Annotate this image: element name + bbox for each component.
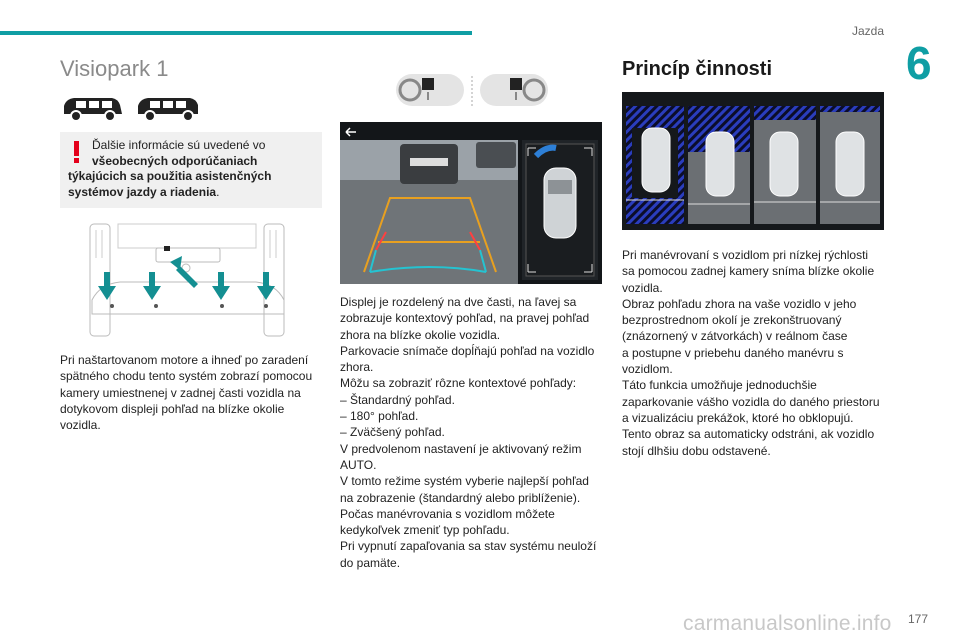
text-line: Pri manévrovaní s vozidlom pri nízkej rýchlosti	[622, 248, 869, 262]
text-line: Parkovacie snímače dopĺňajú pohľad na vozidlo	[340, 343, 595, 358]
text-line: vozidla.	[622, 280, 663, 295]
text-line: Pri vypnutí zapaľovania sa stav systému neuloží	[340, 539, 597, 554]
display-description	[340, 294, 602, 571]
text-line: stojí dlhšiu dobu odstavené.	[622, 443, 771, 458]
intro-paragraph: Pri naštartovanom motore a ihneď po zaradení spätného chodu tento systém zobrazí pomocou kamery umiestnenej v zadnej časti vozidla na dotykovom displeji pohľad na blízke okolie vozidla.	[60, 353, 313, 433]
text-line: sa pomocou zadnej kamery sníma blízke okolie	[622, 264, 875, 279]
van-long-icon	[136, 96, 200, 122]
section-title: Jazda	[851, 24, 884, 38]
note-line: všeobecných odporúčaniach	[92, 153, 258, 168]
note-period: .	[216, 184, 220, 199]
note-line: Ďalšie informácie sú uvedené vo	[92, 138, 266, 152]
text-line: zaparkovanie vášho vozidla do daného priestoru	[622, 394, 880, 409]
note-link-text: systémov jazdy a riadenia	[68, 184, 217, 199]
steering-wheel-icons	[340, 72, 602, 108]
list-item: – Štandardný pohľad.	[340, 392, 455, 407]
top-view-sequence	[622, 92, 884, 230]
text-line: Displej je rozdelený na dve časti, na ľavej sa	[340, 295, 577, 309]
text-line: AUTO.	[340, 457, 377, 472]
text-line: zobrazuje kontextový pohľad, na pravej pohľad	[340, 311, 590, 326]
text-line: zhora.	[340, 360, 374, 375]
text-line: a postupne v priebehu daného manévru s	[622, 345, 844, 360]
van-icon	[60, 96, 124, 122]
list-item: – Zväčšený pohľad.	[340, 425, 445, 440]
list-item: – 180° pohľad.	[340, 409, 419, 424]
rear-camera-illustration	[60, 220, 322, 340]
note-line: týkajúcich sa použitia asistenčných	[68, 169, 272, 183]
text-line: Môžu sa zobraziť rôzne kontextové pohľady:	[340, 376, 577, 391]
principle-description	[622, 247, 884, 459]
camera-display	[340, 122, 602, 284]
text-line: Táto funkcia umožňuje jednoduchšie	[622, 378, 817, 393]
page-title: Visiopark 1	[60, 56, 169, 81]
text-line: Obraz pohľadu zhora na vaše vozidlo v jeho	[622, 296, 857, 311]
vehicle-variants	[60, 96, 322, 122]
text-line: na zobrazenie (štandardný alebo priblíženie).	[340, 490, 581, 505]
column-right	[622, 56, 884, 459]
column-middle	[340, 72, 602, 571]
warning-note	[60, 132, 322, 208]
text-line: Počas manévrovania s vozidlom môžete	[340, 506, 555, 521]
warning-icon	[74, 141, 79, 163]
watermark: carmanualsonline.info	[683, 612, 892, 635]
text-line: do pamäte.	[340, 555, 401, 570]
text-line: zhora na blízke okolie vozidla.	[340, 327, 501, 342]
text-line: a vizualizáciu prekážok, ktoré ho obklopujú.	[622, 410, 854, 425]
section-heading: Princíp činnosti	[622, 58, 773, 80]
header-accent-bar	[0, 31, 472, 35]
text-line: bezprostrednom okolí je zrekonštruovaný	[622, 313, 842, 328]
text-line: Tento obraz sa automaticky odstráni, ak vozidlo	[622, 427, 875, 442]
text-line: kedykoľvek zmeniť typ pohľadu.	[340, 523, 510, 538]
chapter-number: 6	[906, 37, 932, 89]
column-left	[60, 56, 322, 433]
text-line: V predvolenom nastavení je aktivovaný režim	[340, 441, 582, 456]
text-line: (znázornený v zátvorkách) v reálnom čase	[622, 329, 848, 344]
text-line: vozidlom.	[622, 362, 673, 377]
text-line: V tomto režime systém vyberie najlepší pohľad	[340, 474, 589, 489]
page-number: 177	[908, 612, 929, 626]
